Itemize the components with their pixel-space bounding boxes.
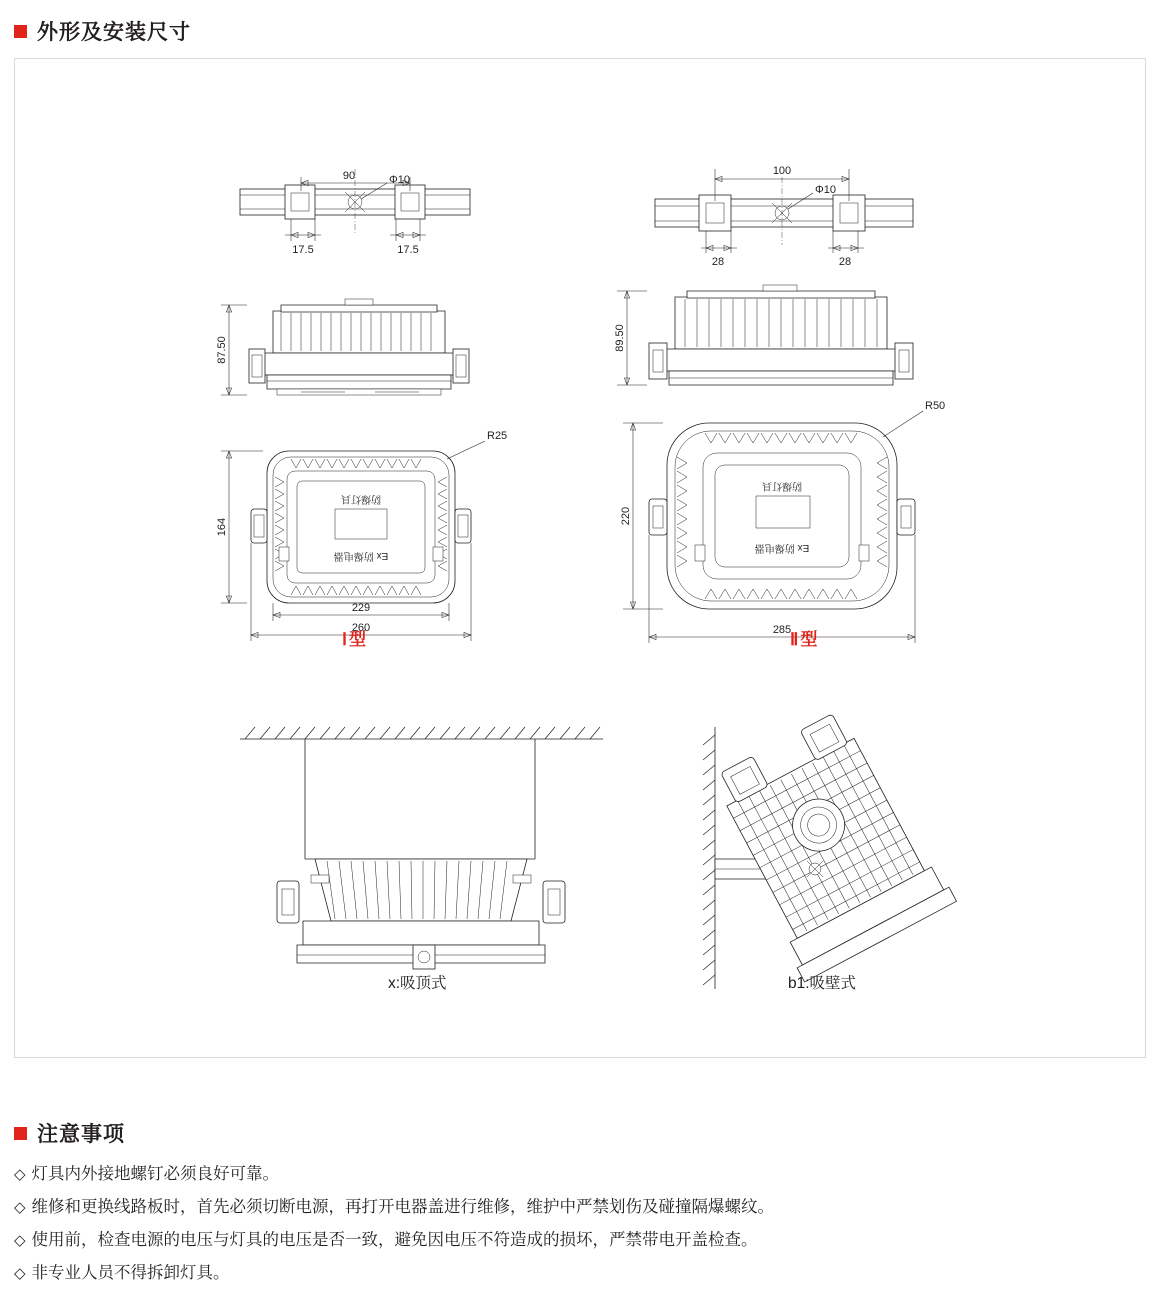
ceiling-mount-caption: x:吸顶式 <box>388 975 447 992</box>
type1-corner-radius-label: R25 <box>487 430 508 442</box>
type1-hole-dia-label: Φ10 <box>389 174 411 186</box>
red-square-marker-icon <box>14 25 27 38</box>
type1-caption: Ⅰ型 <box>342 630 369 649</box>
note-marker-icon: ◇ <box>14 1199 26 1216</box>
type2-plan-view <box>620 400 945 643</box>
type2-corner-radius-label: R50 <box>925 400 946 412</box>
technical-drawings-svg <box>15 59 1145 1057</box>
type2-hole-dia-label: Φ10 <box>815 184 837 196</box>
type1-bracket-left-offset-label: 17.5 <box>292 244 314 256</box>
type2-label-bottom: Ex 防爆电器 <box>754 542 810 553</box>
type1-body-width-outer-label: 260 <box>351 622 371 634</box>
type2-label-top: 防爆灯具 <box>762 480 802 491</box>
type2-body-height-label: 220 <box>620 506 632 526</box>
type1-bracket-right-offset-label: 17.5 <box>397 244 419 256</box>
section-header-outline <box>14 16 191 46</box>
type1-side-height-label: 87.50 <box>216 336 228 364</box>
section-header-notes <box>14 1118 125 1148</box>
type1-plan-view <box>216 430 507 641</box>
notes-list <box>14 1158 1146 1290</box>
note-marker-icon: ◇ <box>14 1265 26 1282</box>
type1-label-top: 防爆灯具 <box>341 493 381 504</box>
note-text: 非专业人员不得拆卸灯具。 <box>31 1264 230 1282</box>
type2-bracket-right-offset-label: 28 <box>838 256 852 268</box>
drawing-type2 <box>614 165 945 643</box>
note-item <box>14 1257 1146 1290</box>
type1-label-bottom: Ex 防爆电器 <box>333 550 389 561</box>
type2-body-width-outer-label: 285 <box>772 624 792 636</box>
drawing-frame <box>14 58 1146 1058</box>
note-text: 灯具内外接地螺钉必须良好可靠。 <box>31 1165 280 1183</box>
type2-bracket-left-offset-label: 28 <box>711 256 725 268</box>
type2-bracket-view <box>655 165 913 268</box>
drawing-type1 <box>216 169 507 641</box>
note-marker-icon: ◇ <box>14 1166 26 1183</box>
note-marker-icon: ◇ <box>14 1232 26 1249</box>
type1-body-width-inner-label: 229 <box>351 602 371 614</box>
note-item <box>14 1224 1146 1257</box>
wall-mount-caption: b1:吸壁式 <box>788 975 857 992</box>
section-title-notes: 注意事项 <box>37 1123 125 1146</box>
note-text: 使用前，检查电源的电压与灯具的电压是否一致，避免因电压不符造成的损坏，严禁带电开盖检查。 <box>31 1231 758 1249</box>
note-text: 维修和更换线路板时，首先必须切断电源，再打开电器盖进行维修，维护中严禁划伤及碰撞隔爆螺纹。 <box>31 1198 775 1216</box>
section-title-outline: 外形及安装尺寸 <box>37 21 191 44</box>
type1-side-view <box>216 299 469 395</box>
note-item <box>14 1191 1146 1224</box>
type2-caption: Ⅱ型 <box>790 630 820 649</box>
type1-body-height-label: 164 <box>216 517 228 537</box>
type2-side-view <box>614 285 913 385</box>
red-square-marker-icon-notes <box>14 1127 27 1140</box>
type2-side-height-label: 89.50 <box>614 324 626 352</box>
note-item <box>14 1158 1146 1191</box>
drawing-ceiling-mount <box>240 727 603 969</box>
type2-bracket-span-label: 100 <box>772 165 792 177</box>
type1-bracket-view <box>240 169 470 256</box>
type1-bracket-span-label: 90 <box>342 170 356 182</box>
drawing-wall-mount <box>699 703 956 989</box>
